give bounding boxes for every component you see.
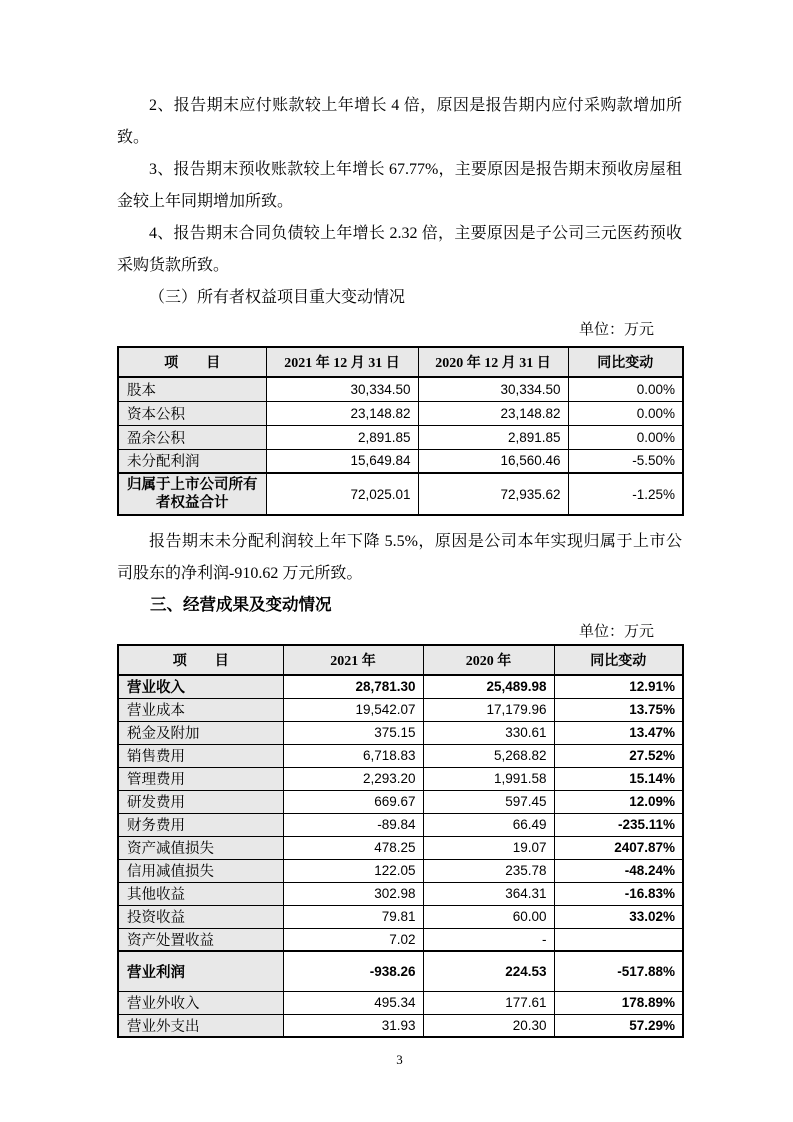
paragraph-accounts-payable: 2、报告期末应付账款较上年增长 4 倍，原因是报告期内应付采购款增加所致。 [117,97,682,146]
value-yoy-change: 15.14% [554,767,683,790]
value-current-period: 19,542.07 [283,698,423,721]
column-header: 项 目 [118,645,283,675]
table-header-row [118,347,683,377]
value-current-period: 6,718.83 [283,744,423,767]
table-row [118,882,683,905]
value-prior-period: 16,560.46 [418,449,568,473]
value-yoy-change: 12.91% [554,675,683,698]
table-row [118,425,683,449]
table-row [118,449,683,473]
row-label: 资产处置收益 [118,928,283,951]
table-row [118,813,683,836]
row-label: 研发费用 [118,790,283,813]
row-label: 营业利润 [118,951,283,991]
table-row [118,767,683,790]
value-yoy-change: -16.83% [554,882,683,905]
table-row [118,790,683,813]
value-yoy-change: -235.11% [554,813,683,836]
table-row [118,836,683,859]
value-prior-period: 66.49 [423,813,554,836]
unit-label-equity-table: 单位：万元 [578,322,654,338]
value-prior-period: 2,891.85 [418,425,568,449]
value-yoy-change: -48.24% [554,859,683,882]
row-label: 盈余公积 [118,425,266,449]
table-row [118,401,683,425]
row-label: 管理费用 [118,767,283,790]
table-row [118,675,683,698]
section-heading-operating-results: 三、经营成果及变动情况 [150,596,332,614]
value-yoy-change: 0.00% [568,425,683,449]
value-prior-period: - [423,928,554,951]
value-current-period: 15,649.84 [266,449,418,473]
value-yoy-change: 0.00% [568,377,683,401]
table-header-row [118,645,683,675]
row-label: 信用减值损失 [118,859,283,882]
value-yoy-change: 57.29% [554,1014,683,1037]
value-prior-period: 597.45 [423,790,554,813]
table-row [118,721,683,744]
page-number: 3 [396,1052,403,1067]
value-prior-period: 364.31 [423,882,554,905]
value-yoy-change: -1.25% [568,473,683,515]
row-label: 营业外收入 [118,991,283,1014]
value-yoy-change: 33.02% [554,905,683,928]
column-header: 2021 年 [283,645,423,675]
table-row [118,744,683,767]
value-current-period: 122.05 [283,859,423,882]
value-yoy-change: 27.52% [554,744,683,767]
value-prior-period: 224.53 [423,951,554,991]
value-current-period: 478.25 [283,836,423,859]
table-row [118,1014,683,1037]
table-row [118,473,683,515]
value-yoy-change: -5.50% [568,449,683,473]
subsection-heading-equity-changes: （三）所有者权益项目重大变动情况 [149,289,406,306]
value-current-period: 79.81 [283,905,423,928]
value-current-period: 23,148.82 [266,401,418,425]
value-prior-period: 60.00 [423,905,554,928]
table-row [118,859,683,882]
table-row [118,905,683,928]
value-yoy-change: 178.89% [554,991,683,1014]
value-current-period: 2,891.85 [266,425,418,449]
column-header: 2021 年 12 月 31 日 [266,347,418,377]
paragraph-retained-earnings: 报告期末未分配利润较上年下降 5.5%，原因是公司本年实现归属于上市公司股东的净利润-910.62 万元所致。 [117,533,682,582]
value-yoy-change: 0.00% [568,401,683,425]
row-label: 销售费用 [118,744,283,767]
row-label: 财务费用 [118,813,283,836]
row-label: 未分配利润 [118,449,266,473]
row-label: 投资收益 [118,905,283,928]
row-label: 资本公积 [118,401,266,425]
value-current-period: 30,334.50 [266,377,418,401]
column-header: 2020 年 [423,645,554,675]
value-yoy-change: -517.88% [554,951,683,991]
value-current-period: 7.02 [283,928,423,951]
column-header: 项 目 [118,347,266,377]
value-current-period: 2,293.20 [283,767,423,790]
value-yoy-change: 13.47% [554,721,683,744]
unit-label-results-table: 单位：万元 [578,624,654,640]
column-header: 同比变动 [568,347,683,377]
table-row [118,928,683,951]
value-current-period: 375.15 [283,721,423,744]
table-row [118,991,683,1014]
column-header: 同比变动 [554,645,683,675]
value-current-period: -938.26 [283,951,423,991]
row-label: 营业外支出 [118,1014,283,1037]
value-prior-period: 23,148.82 [418,401,568,425]
value-prior-period: 235.78 [423,859,554,882]
value-yoy-change [554,928,683,951]
value-current-period: 72,025.01 [266,473,418,515]
value-prior-period: 1,991.58 [423,767,554,790]
operating-results-table [117,644,684,1038]
value-prior-period: 30,334.50 [418,377,568,401]
value-current-period: 28,781.30 [283,675,423,698]
table-row [118,377,683,401]
row-label: 股本 [118,377,266,401]
value-prior-period: 25,489.98 [423,675,554,698]
equity-table [117,346,684,516]
value-prior-period: 5,268.82 [423,744,554,767]
row-label: 资产减值损失 [118,836,283,859]
paragraph-contract-liabilities: 4、报告期末合同负债较上年增长 2.32 倍，主要原因是子公司三元医药预收采购货款所致。 [117,225,682,274]
value-yoy-change: 13.75% [554,698,683,721]
value-current-period: -89.84 [283,813,423,836]
value-current-period: 302.98 [283,882,423,905]
value-current-period: 495.34 [283,991,423,1014]
row-label: 归属于上市公司所有者权益合计 [118,473,266,515]
row-label: 其他收益 [118,882,283,905]
table-row [118,951,683,991]
value-prior-period: 20.30 [423,1014,554,1037]
table-row [118,698,683,721]
row-label: 营业成本 [118,698,283,721]
row-label: 税金及附加 [118,721,283,744]
value-yoy-change: 2407.87% [554,836,683,859]
value-prior-period: 19.07 [423,836,554,859]
value-prior-period: 17,179.96 [423,698,554,721]
column-header: 2020 年 12 月 31 日 [418,347,568,377]
value-current-period: 31.93 [283,1014,423,1037]
value-prior-period: 72,935.62 [418,473,568,515]
paragraph-advance-receipts: 3、报告期末预收账款较上年增长 67.77%，主要原因是报告期末预收房屋租金较上年同期增加所致。 [117,161,682,210]
row-label: 营业收入 [118,675,283,698]
value-prior-period: 330.61 [423,721,554,744]
value-current-period: 669.67 [283,790,423,813]
value-prior-period: 177.61 [423,991,554,1014]
value-yoy-change: 12.09% [554,790,683,813]
